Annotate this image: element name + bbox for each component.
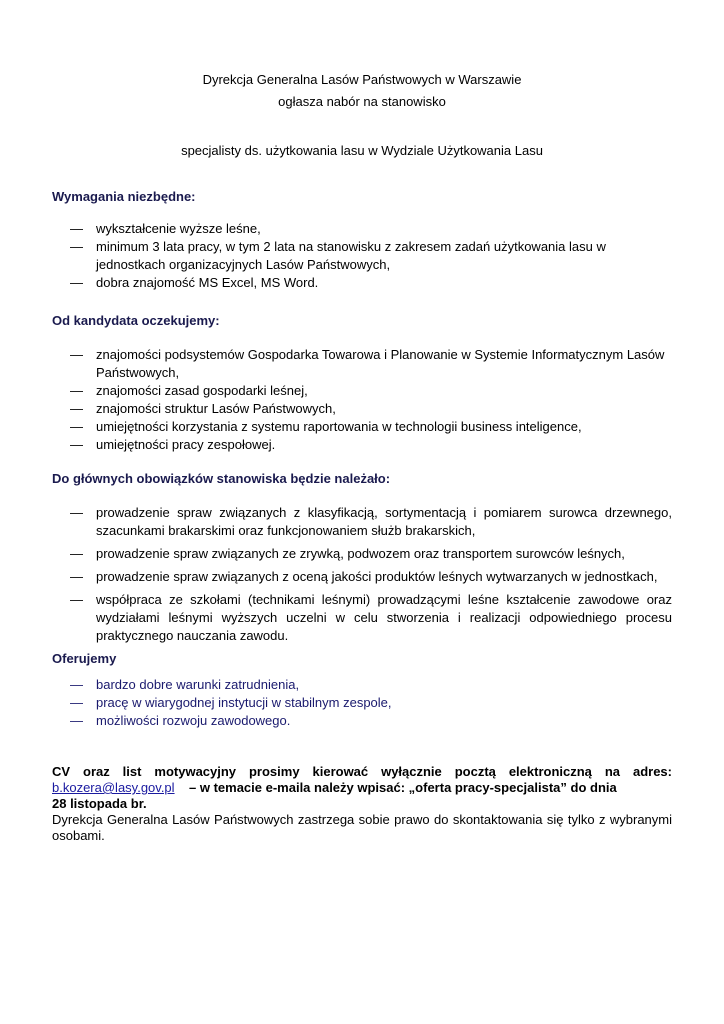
list-item-text: prowadzenie spraw związanych z klasyfikacją, sortymentacją i pomiarem surowca drzewnego, szacunkami brakarskimi oraz funkcjonowaniem służb brakarskich, xyxy=(96,505,672,538)
list-item-text: prowadzenie spraw związanych z oceną jakości produktów leśnych wytwarzanych w jednostkach, xyxy=(96,569,658,584)
requirements-list xyxy=(52,220,672,292)
list-item-text: pracę w wiarygodnej instytucji w stabilnym zespole, xyxy=(96,695,392,710)
position-title: specjalisty ds. użytkowania lasu w Wydziale Użytkowania Lasu xyxy=(181,143,543,158)
duties-heading: Do głównych obowiązków stanowiska będzie należało: xyxy=(52,471,391,486)
list-item xyxy=(52,238,672,274)
list-item xyxy=(52,568,672,586)
list-item xyxy=(52,346,672,382)
dash-mark: — xyxy=(70,437,83,452)
dash-mark: — xyxy=(70,275,83,290)
contact-note: Dyrekcja Generalna Lasów Państwowych zastrzega sobie prawo do skontaktowania się tylko z wybranymi osobami. xyxy=(52,812,672,843)
list-item xyxy=(52,676,672,694)
list-item-text: znajomości zasad gospodarki leśnej, xyxy=(96,383,308,398)
dash-mark: — xyxy=(70,419,83,434)
list-item-text: prowadzenie spraw związanych ze zrywką, podwozem oraz transportem surowców leśnych, xyxy=(96,546,625,561)
dash-mark: — xyxy=(70,677,83,692)
list-item-text: możliwości rozwoju zawodowego. xyxy=(96,713,291,728)
list-item xyxy=(52,436,672,454)
list-item-text: dobra znajomość MS Excel, MS Word. xyxy=(96,275,319,290)
list-item-text: wykształcenie wyższe leśne, xyxy=(96,221,261,236)
dash-mark: — xyxy=(70,383,83,398)
dash-mark: — xyxy=(70,569,83,584)
dash-mark: — xyxy=(70,713,83,728)
list-item xyxy=(52,382,672,400)
list-item-text: bardzo dobre warunki zatrudnienia, xyxy=(96,677,300,692)
expectations-heading: Od kandydata oczekujemy: xyxy=(52,313,220,328)
list-item-text: znajomości podsystemów Gospodarka Towarowa i Planowanie w Systemie Informatycznym Lasów Państwowych, xyxy=(96,347,665,380)
list-item xyxy=(52,220,672,238)
deadline: 28 listopada br. xyxy=(52,796,147,811)
list-item-text: współpraca ze szkołami (technikami leśnymi) prowadzącymi leśne kształcenie zawodowe oraz wydziałami leśnymi wyższych uczelni w celu stworzenia i realizacji odpowiedniego procesu praktycznego nauczania zawodu. xyxy=(96,592,672,643)
dash-mark: — xyxy=(70,592,83,607)
offer-list xyxy=(52,676,672,730)
list-item xyxy=(52,504,672,540)
list-item-text: umiejętności pracy zespołowej. xyxy=(96,437,276,452)
dash-mark: — xyxy=(70,546,83,561)
dash-mark: — xyxy=(70,695,83,710)
dash-mark: — xyxy=(70,239,83,254)
requirements-heading: Wymagania niezbędne: xyxy=(52,189,196,204)
cv-instruction: CV oraz list motywacyjny prosimy kierować wyłącznie pocztą elektroniczną na adres: xyxy=(52,764,672,779)
dash-mark: — xyxy=(70,401,83,416)
offer-heading: Oferujemy xyxy=(52,651,117,666)
application-instructions xyxy=(52,764,672,844)
dash-mark: — xyxy=(70,505,83,520)
subject-instruction: – w temacie e-maila należy wpisać: „oferta pracy-specjalista” do dnia xyxy=(189,780,617,795)
list-item-text: znajomości struktur Lasów Państwowych, xyxy=(96,401,336,416)
list-item xyxy=(52,591,672,645)
list-item xyxy=(52,418,672,436)
list-item-text: minimum 3 lata pracy, w tym 2 lata na stanowisku z zakresem zadań użytkowania lasu w jednostkach organizacyjnych Lasów Państwowych, xyxy=(96,239,606,272)
list-item xyxy=(52,694,672,712)
job-announcement xyxy=(52,70,672,844)
duties-list xyxy=(52,504,672,645)
dash-mark: — xyxy=(70,347,83,362)
expectations-list xyxy=(52,346,672,454)
list-item xyxy=(52,274,672,292)
list-item xyxy=(52,712,672,730)
list-item-text: umiejętności korzystania z systemu raportowania w technologii business inteligence, xyxy=(96,419,582,434)
announcement-line: ogłasza nabór na stanowisko xyxy=(278,94,446,109)
dash-mark: — xyxy=(70,221,83,236)
email-link[interactable]: b.kozera@lasy.gov.pl xyxy=(52,780,175,795)
institution-name: Dyrekcja Generalna Lasów Państwowych w Warszawie xyxy=(202,72,522,87)
list-item xyxy=(52,400,672,418)
list-item xyxy=(52,545,672,563)
